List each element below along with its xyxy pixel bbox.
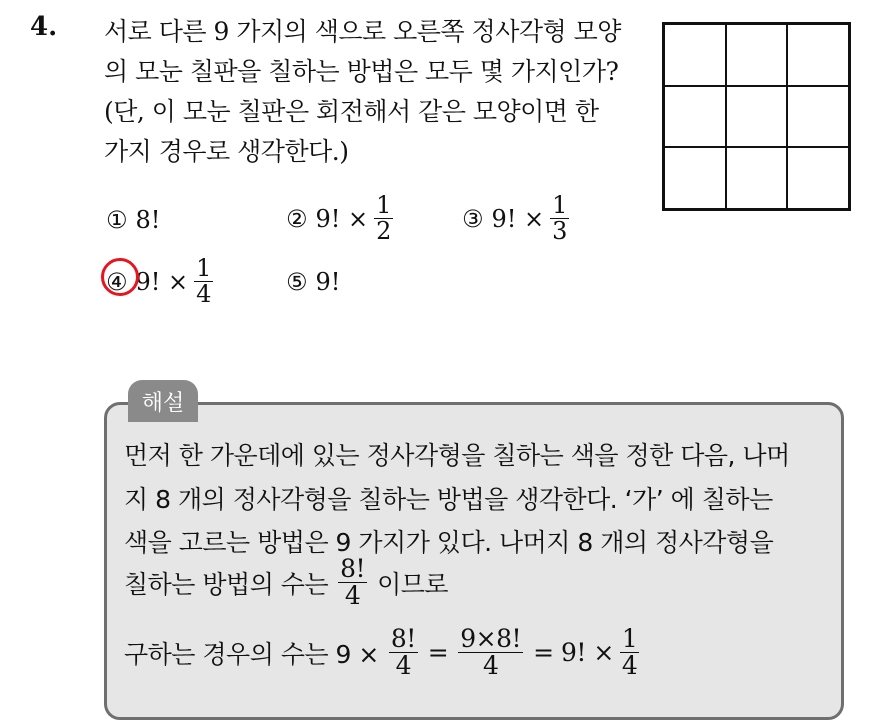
choice-2-text: 9! × <box>315 204 369 233</box>
grid-cell <box>726 147 788 209</box>
square-grid-figure <box>662 22 851 211</box>
choice-2[interactable] <box>286 193 393 244</box>
choice-1-mark: ① <box>106 206 128 234</box>
grid-cell <box>726 86 788 148</box>
fraction-denominator: 4 <box>344 581 361 611</box>
choice-2-fraction <box>374 193 393 244</box>
choice-1-text: 8! <box>135 206 161 234</box>
choice-2-mark: ② <box>286 204 308 233</box>
choice-5[interactable] <box>286 268 340 296</box>
choice-4-mark: ④ <box>106 267 128 296</box>
fraction-denominator: 4 <box>395 651 412 681</box>
fraction-numerator: 9×8! <box>460 624 522 653</box>
grid-cell <box>787 86 849 148</box>
line5-prefix: 구하는 경우의 수는 9 × <box>124 639 379 669</box>
grid-cell <box>787 147 849 209</box>
explanation-line-3: 색을 고르는 방법은 9 가지가 있다. 나머지 8 개의 정사각형을 <box>124 528 774 557</box>
grid-cell <box>726 24 788 86</box>
choice-3[interactable] <box>462 193 569 244</box>
line4-suffix: 이므로 <box>377 569 449 599</box>
question-line-2: 의 모눈 칠판을 칠하는 방법은 모두 몇 가지인가? <box>104 57 619 86</box>
grid-cell <box>664 24 726 86</box>
choice-4-fraction <box>194 256 213 307</box>
line5-fraction-1 <box>389 626 418 680</box>
fraction-numerator: 1 <box>196 254 212 282</box>
fraction-denominator: 4 <box>196 280 212 309</box>
equals-result: = 9! × <box>533 638 614 668</box>
fraction-denominator: 4 <box>482 651 499 681</box>
question-number: 4. <box>30 12 58 42</box>
choice-4-text: 9! × <box>135 267 189 296</box>
line4-prefix: 칠하는 방법의 수는 <box>124 569 329 599</box>
explanation-line-4 <box>124 556 448 610</box>
fraction-numerator: 8! <box>340 554 366 583</box>
fraction-denominator: 4 <box>621 651 638 681</box>
explanation-tag: 해설 <box>128 380 198 422</box>
choice-5-text: 9! <box>315 268 341 296</box>
fraction-numerator: 1 <box>621 624 638 653</box>
question-line-3: (단, 이 모눈 칠판은 회전해서 같은 모양이면 한 <box>104 97 599 126</box>
explanation-line-1: 먼저 한 가운데에 있는 정사각형을 칠하는 색을 정한 다음, 나머 <box>124 441 790 470</box>
choice-3-mark: ③ <box>462 204 484 233</box>
line5-fraction-2 <box>458 626 523 680</box>
choice-5-mark: ⑤ <box>286 268 308 296</box>
fraction-numerator: 1 <box>552 191 568 219</box>
equals-sign: = <box>427 638 449 668</box>
line4-fraction <box>338 556 367 610</box>
explanation-line-5 <box>124 626 645 680</box>
grid-cell <box>664 147 726 209</box>
grid-cell <box>787 24 849 86</box>
explanation-line-2: 지 8 개의 정사각형을 칠하는 방법을 생각한다. ‘가’ 에 칠하는 <box>124 485 773 514</box>
fraction-numerator: 1 <box>376 191 392 219</box>
fraction-denominator: 2 <box>376 217 392 246</box>
grid-cell <box>664 86 726 148</box>
fraction-numerator: 8! <box>390 624 416 653</box>
line5-fraction-3 <box>620 626 639 680</box>
choice-1[interactable] <box>106 206 160 234</box>
question-line-1: 서로 다른 9 가지의 색으로 오른쪽 정사각형 모양 <box>104 17 621 46</box>
selected-answer-circle <box>101 258 139 296</box>
fraction-denominator: 3 <box>552 217 568 246</box>
choice-3-text: 9! × <box>491 204 545 233</box>
question-line-4: 가지 경우로 생각한다.) <box>104 137 349 166</box>
choice-3-fraction <box>550 193 569 244</box>
